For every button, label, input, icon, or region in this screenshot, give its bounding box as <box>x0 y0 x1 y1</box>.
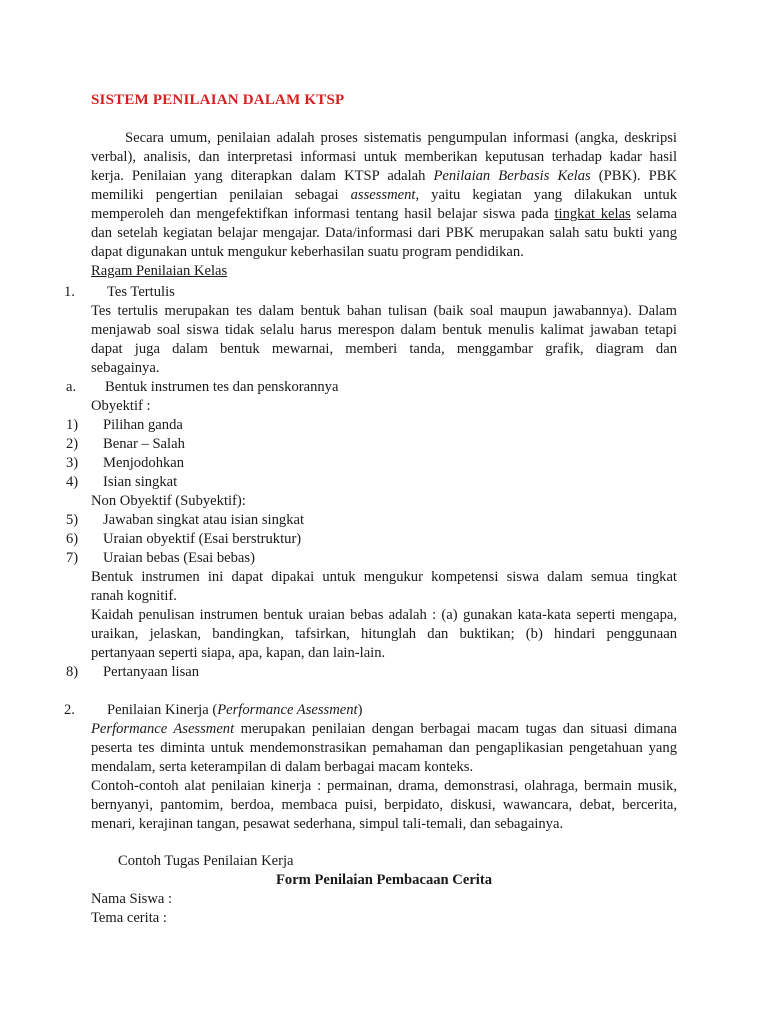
list-item: Pilihan ganda <box>103 417 183 433</box>
bentuk-paragraph <box>91 568 677 606</box>
list-number: 6) <box>66 531 79 547</box>
intro-text: kerja. Penilaian yang diterapkan dalam KTSP adalah <box>91 168 434 184</box>
list-number: 4) <box>66 474 79 490</box>
assessment-term: assessment <box>350 187 416 203</box>
section-2-label-term: Performance Asessment <box>217 702 358 718</box>
intro-line-1: Secara umum, penilaian adalah proses sistematis pengumpulan informasi (angka, deskripsi <box>125 130 677 146</box>
list-item: Uraian bebas (Esai bebas) <box>103 550 255 566</box>
contoh-tugas-label: Contoh Tugas Penilaian Kerja <box>118 853 294 869</box>
list-item: Menjodohkan <box>103 455 185 471</box>
list-number: 8) <box>66 664 79 680</box>
intro-line-4 <box>91 186 677 205</box>
bentuk-line-2: ranah kognitif. <box>91 588 177 604</box>
intro-line-7: dapat digunakan untuk mengukur keberhasilan suatu program pendidikan. <box>91 244 524 260</box>
non-obyektif-label: Non Obyektif (Subyektif): <box>91 493 246 509</box>
subsection-a-marker: a. <box>66 379 77 395</box>
intro-line-6: dan setelah kegiatan belajar mengajar. Data/informasi dari PBK merupakan salah satu bukti yang <box>91 225 677 241</box>
s2-line-3: mendalam, serta keterampilan di dalam berbagai macam konteks. <box>91 759 474 775</box>
contoh-line-2: bernyanyi, pantomim, berdoa, membaca puisi, berpidato, diskusi, wawancara, debat, bercerita, <box>91 797 677 813</box>
contoh-line-3: menari, kerajinan tangan, pesawat sederhana, simpul tali-temali, dan sebagainya. <box>91 816 564 832</box>
list-number: 7) <box>66 550 79 566</box>
kaidah-line-1: Kaidah penulisan instrumen bentuk uraian bebas adalah : (a) gunakan kata-kata seperti mengapa, <box>91 607 677 623</box>
tema-cerita-label: Tema cerita : <box>91 910 167 926</box>
intro-text: selama <box>630 206 678 222</box>
intro-text: (PBK). PBK <box>590 168 677 184</box>
section-2-label-text: Penilaian Kinerja ( <box>107 702 218 718</box>
pbk-term: Penilaian Berbasis Kelas <box>433 168 591 184</box>
intro-paragraph <box>91 129 677 262</box>
performance-term: Performance Asessment <box>91 721 235 737</box>
list-number: 5) <box>66 512 79 528</box>
s1-line-1: Tes tertulis merupakan tes dalam bentuk bahan tulisan (baik soal maupun jawabannya). Dalam <box>91 303 677 319</box>
s2-text: merupakan penilaian dengan berbagai macam tugas dan situasi dimana <box>234 721 677 737</box>
intro-text: memperoleh dan mengefektifkan informasi tentang hasil belajar siswa pada <box>91 206 555 222</box>
subsection-a-label: Bentuk instrumen tes dan penskorannya <box>105 379 339 395</box>
nama-siswa-label: Nama Siswa : <box>91 891 173 907</box>
ragam-heading: Ragam Penilaian Kelas <box>91 263 228 279</box>
form-title: Form Penilaian Pembacaan Cerita <box>275 872 493 888</box>
section-1-description <box>91 302 677 378</box>
section-2-label <box>107 701 362 720</box>
s2-line-2: peserta tes diminta untuk mendemonstrasikan pemahaman dan pengaplikasian pengetahuan yang <box>91 740 677 756</box>
list-item: Pertanyaan lisan <box>103 664 200 680</box>
s1-line-4: sebagainya. <box>91 360 160 376</box>
intro-line-3 <box>91 167 677 186</box>
intro-text: memiliki pengertian penilaian sebagai <box>91 187 351 203</box>
intro-line-5 <box>91 205 677 224</box>
kaidah-line-2: uraikan, jelaskan, bandingkan, tafsirkan, hitunglah dan buktikan; (b) hindari penggunaan <box>91 626 677 642</box>
list-item: Jawaban singkat atau isian singkat <box>103 512 305 528</box>
bentuk-line-1: Bentuk instrumen ini dapat dipakai untuk mengukur kompetensi siswa dalam semua tingkat <box>91 569 677 585</box>
section-1-label: Tes Tertulis <box>107 284 175 300</box>
contoh-line-1: Contoh-contoh alat penilaian kinerja : permainan, drama, demonstrasi, olahraga, bermain musik, <box>91 778 677 794</box>
list-item: Uraian obyektif (Esai berstruktur) <box>103 531 302 547</box>
document-title: SISTEM PENILAIAN DALAM KTSP <box>91 92 345 108</box>
s1-line-2: menjawab soal siswa tidak selalu harus merespon dalam bentuk menulis kalimat jawaban tetapi <box>91 322 677 338</box>
s1-line-3: dapat juga dalam bentuk mewarnai, memberi tanda, menggambar grafik, diagram dan <box>91 341 677 357</box>
section-2-number: 2. <box>64 702 75 718</box>
list-item: Benar – Salah <box>103 436 185 452</box>
kaidah-paragraph <box>91 606 677 663</box>
kaidah-line-3: pertanyaan seperti siapa, apa, kapan, dan lain-lain. <box>91 645 386 661</box>
s2-line-1 <box>91 720 677 739</box>
intro-line-2: verbal), analisis, dan interpretasi informasi untuk memberikan keputusan terhadap kadar hasil <box>91 149 677 165</box>
contoh-paragraph <box>91 777 677 834</box>
list-number: 1) <box>66 417 79 433</box>
intro-text: , yaitu kegiatan yang dilakukan untuk <box>415 187 677 203</box>
list-number: 3) <box>66 455 79 471</box>
section-1-number: 1. <box>64 284 75 300</box>
list-number: 2) <box>66 436 79 452</box>
obyektif-label: Obyektif : <box>91 398 151 414</box>
list-item: Isian singkat <box>103 474 178 490</box>
section-2-description <box>91 720 677 777</box>
section-2-label-text: ) <box>357 702 363 718</box>
tingkat-kelas-term: tingkat kelas <box>554 206 631 222</box>
